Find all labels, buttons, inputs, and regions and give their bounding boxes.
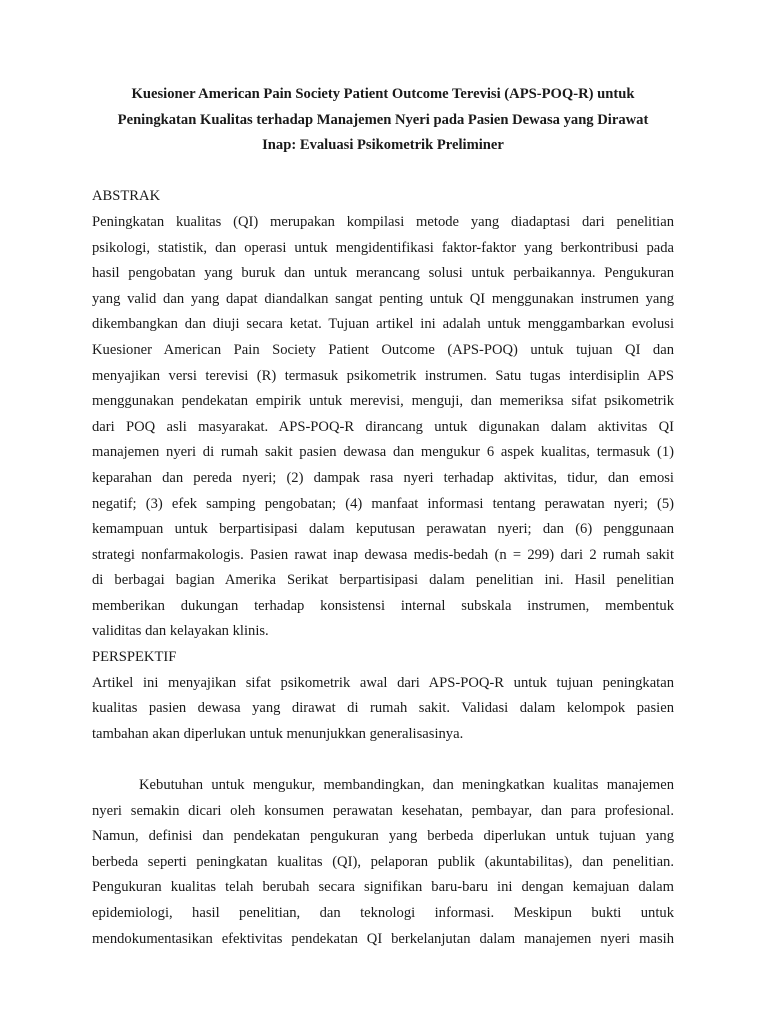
abstract-line: yang valid dan yang dapat diandalkan sangat penting untuk QI menggunakan instrumen yang xyxy=(92,290,674,307)
body-line: Pengukuran kualitas telah berubah secara signifikan baru-baru ini dengan kemajuan dalam xyxy=(92,879,674,896)
document-page xyxy=(92,82,674,952)
abstract-section xyxy=(92,184,674,645)
abstract-line: di berbagai bagian Amerika Serikat berpartisipasi dalam penelitian ini. Hasil penelitian xyxy=(92,572,674,589)
abstract-line: psikologi, statistik, dan operasi untuk mengidentifikasi faktor-faktor yang berkontribusi pada xyxy=(92,239,674,256)
body-line: mendokumentasikan efektivitas pendekatan QI berkelanjutan dalam manajemen nyeri masih xyxy=(92,930,674,947)
abstract-line: dari POQ asli masyarakat. APS-POQ-R dirancang untuk digunakan dalam aktivitas QI xyxy=(92,418,674,435)
body-section xyxy=(92,773,674,952)
abstract-line: kemampuan untuk berpartisipasi dalam keputusan perawatan nyeri; dan (6) penggunaan xyxy=(92,521,674,538)
perspective-line: Artikel ini menyajikan sifat psikometrik awal dari APS-POQ-R untuk tujuan peningkatan xyxy=(92,674,674,691)
abstract-line: dikembangkan dan diuji secara ketat. Tujuan artikel ini adalah untuk menggambarkan evolusi xyxy=(92,316,674,333)
body-line: Kebutuhan untuk mengukur, membandingkan, dan meningkatkan kualitas manajemen xyxy=(139,777,674,794)
title-line: Inap: Evaluasi Psikometrik Preliminer xyxy=(262,137,504,154)
abstract-heading: ABSTRAK xyxy=(92,188,161,205)
paper-title xyxy=(92,82,674,159)
body-line: berbeda seperti peningkatan kualitas (QI), pelaporan publik (akuntabilitas), dan penelitian. xyxy=(92,853,674,870)
body-paragraph xyxy=(92,773,674,952)
perspective-line: tambahan akan diperlukan untuk menunjukkan generalisasinya. xyxy=(92,725,464,742)
abstract-paragraph xyxy=(92,210,674,645)
abstract-line: strategi nonfarmakologis. Pasien rawat inap dewasa medis-bedah (n = 299) dari 2 rumah sakit xyxy=(92,546,674,563)
title-line: Kuesioner American Pain Society Patient Outcome Terevisi (APS-POQ-R) untuk xyxy=(131,86,635,102)
title-line: Peningkatan Kualitas terhadap Manajemen Nyeri pada Pasien Dewasa yang Dirawat xyxy=(117,111,649,128)
abstract-line: manajemen nyeri di rumah sakit pasien dewasa dan mengukur 6 aspek kualitas, termasuk (1) xyxy=(92,444,674,461)
spacer xyxy=(92,747,674,773)
body-line: nyeri semakin dicari oleh konsumen perawatan kesehatan, pembayar, dan para profesional. xyxy=(92,802,674,819)
abstract-line: memberikan dukungan terhadap konsistensi internal subskala instrumen, membentuk xyxy=(92,597,674,614)
perspective-line: kualitas pasien dewasa yang dirawat di rumah sakit. Validasi dalam kelompok pasien xyxy=(92,700,674,717)
spacer xyxy=(92,159,674,185)
abstract-line: validitas dan kelayakan klinis. xyxy=(92,623,269,640)
body-line: Namun, definisi dan pendekatan pengukuran yang berbeda diperlukan untuk tujuan yang xyxy=(92,828,674,845)
body-line: epidemiologi, hasil penelitian, dan teknologi informasi. Meskipun bukti untuk xyxy=(92,905,674,921)
abstract-line: Peningkatan kualitas (QI) merupakan kompilasi metode yang diadaptasi dari penelitian xyxy=(92,213,674,230)
perspective-paragraph xyxy=(92,671,674,748)
abstract-line: negatif; (3) efek samping pengobatan; (4) manfaat informasi tentang perawatan nyeri; (5) xyxy=(92,495,674,512)
perspective-heading: PERSPEKTIF xyxy=(92,649,177,666)
perspective-section xyxy=(92,645,674,747)
abstract-line: Kuesioner American Pain Society Patient Outcome (APS-POQ) untuk tujuan QI dan xyxy=(92,341,674,358)
abstract-line: hasil pengobatan yang buruk dan untuk merancang solusi untuk perbaikannya. Pengukuran xyxy=(92,265,674,282)
abstract-line: menggunakan pendekatan empirik untuk merevisi, menguji, dan memeriksa sifat psikometrik xyxy=(92,393,674,410)
abstract-line: menyajikan versi terevisi (R) termasuk psikometrik instrumen. Satu tugas interdisiplin APS xyxy=(92,367,674,384)
abstract-line: keparahan dan pereda nyeri; (2) dampak rasa nyeri terhadap aktivitas, tidur, dan emosi xyxy=(92,469,674,486)
